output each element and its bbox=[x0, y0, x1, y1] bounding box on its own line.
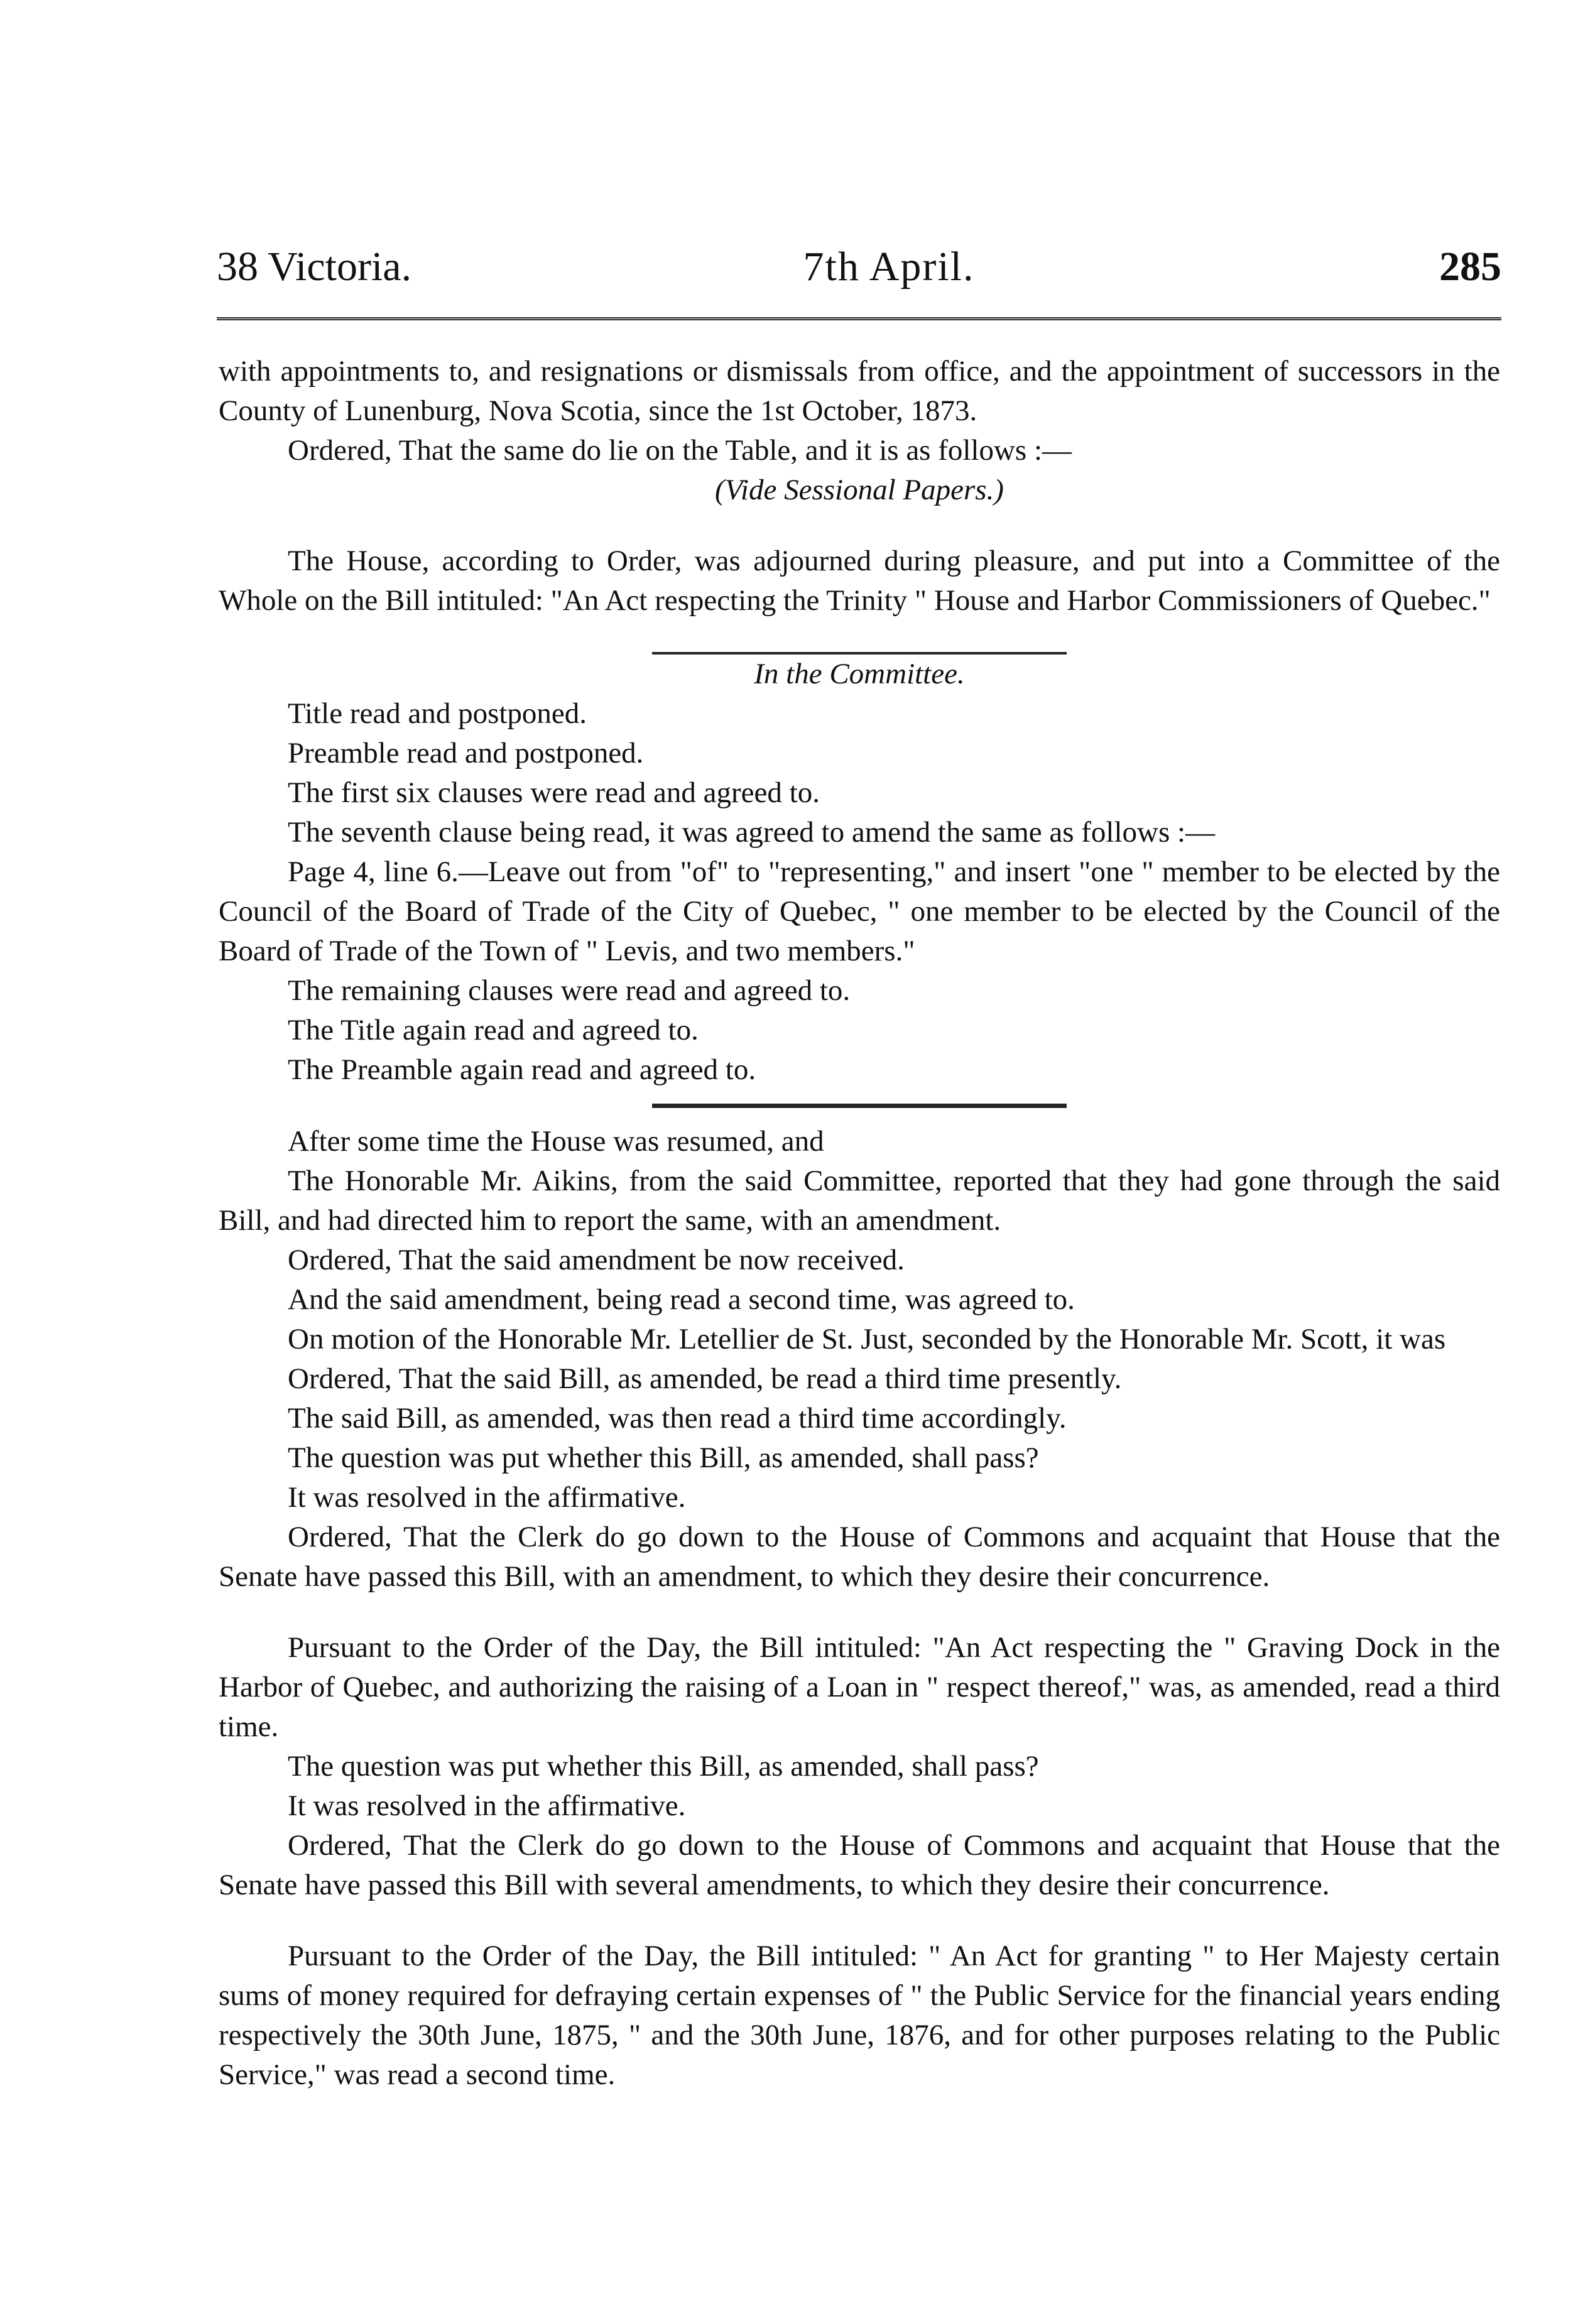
paragraph: with appointments to, and resignations or dismissals from office, and the appointment of successors in the County of Lunenburg, Nova Scotia, since the 1st October, 1873. bbox=[219, 355, 1500, 427]
proceeding-line: Ordered, That the Clerk do go down to the House of Commons and acquaint that House that the Senate have passed this Bill, with an amendment, to which they desire their concurrence. bbox=[219, 1521, 1500, 1593]
committee-line: The remaining clauses were read and agreed to. bbox=[288, 974, 851, 1007]
committee-heading: In the Committee. bbox=[754, 658, 965, 690]
proceeding-line: The question was put whether this Bill, as amended, shall pass? bbox=[288, 1750, 1039, 1783]
header-session: 38 Victoria. bbox=[217, 244, 412, 290]
proceeding-line: Ordered, That the said amendment be now received. bbox=[288, 1244, 905, 1276]
proceeding-line: Ordered, That the Clerk do go down to the House of Commons and acquaint that House that the Senate have passed this Bill with several amendments, to which they desire their concurrence. bbox=[219, 1829, 1500, 1901]
proceeding-line: On motion of the Honorable Mr. Letellier de St. Just, seconded by the Honorable Mr. Scott, it was bbox=[288, 1323, 1446, 1355]
header-divider bbox=[217, 317, 1501, 320]
committee-line: Title read and postponed. bbox=[288, 697, 587, 730]
vide-note: (Vide Sessional Papers.) bbox=[715, 474, 1004, 506]
proceeding-line: The Honorable Mr. Aikins, from the said Committee, reported that they had gone through the said Bill, and had directed him to report the same, with an amendment. bbox=[219, 1165, 1500, 1237]
proceeding-line: Pursuant to the Order of the Day, the Bill intituled: "An Act respecting the " Graving Dock in the Harbor of Quebec, and authorizing the raising of a Loan in " respect thereof," was, as amended, read a third time. bbox=[219, 1631, 1500, 1743]
committee-line: The first six clauses were read and agreed to. bbox=[288, 776, 820, 809]
paragraph: Pursuant to the Order of the Day, the Bill intituled: " An Act for granting " to Her Majesty certain sums of money required for defraying certain expenses of " the Public Service for the financial years ending respectively the 30th June, 1875, " and the 30th June, 1876, and for other purposes relating to the Public Service," was read a second time. bbox=[219, 1940, 1500, 2091]
proceeding-line: The said Bill, as amended, was then read a third time accordingly. bbox=[288, 1402, 1067, 1435]
proceeding-line: And the said amendment, being read a second time, was agreed to. bbox=[288, 1283, 1075, 1316]
proceeding-line: The question was put whether this Bill, as amended, shall pass? bbox=[288, 1442, 1039, 1474]
page-number: 285 bbox=[1439, 244, 1501, 290]
proceeding-line: It was resolved in the affirmative. bbox=[288, 1789, 686, 1822]
committee-line: Preamble read and postponed. bbox=[288, 737, 644, 769]
running-header bbox=[217, 232, 1501, 301]
committee-line: The Preamble again read and agreed to. bbox=[288, 1053, 756, 1086]
proceeding-line: Ordered, That the said Bill, as amended, be read a third time presently. bbox=[288, 1362, 1122, 1395]
page-body bbox=[219, 352, 1500, 2095]
ordered-line: Ordered, That the same do lie on the Table, and it is as follows :— bbox=[288, 434, 1072, 467]
header-date: 7th April. bbox=[803, 244, 975, 290]
proceeding-line: It was resolved in the affirmative. bbox=[288, 1481, 686, 1514]
committee-line: The Title again read and agreed to. bbox=[288, 1014, 699, 1046]
amendment-text: Page 4, line 6.—Leave out from "of" to "representing," and insert "one " member to be elected by the Council of the Board of Trade of the City of Quebec, " one member to be elected by the Council of the Board of Trade of the Town of " Levis, and two members." bbox=[219, 855, 1500, 967]
proceeding-line: After some time the House was resumed, and bbox=[288, 1125, 824, 1158]
committee-line: The seventh clause being read, it was agreed to amend the same as follows :— bbox=[288, 816, 1216, 849]
paragraph: The House, according to Order, was adjourned during pleasure, and put into a Committee of the Whole on the Bill intituled: "An Act respecting the Trinity " House and Harbor Commissioners of Quebec." bbox=[219, 545, 1500, 617]
section-divider bbox=[652, 1104, 1067, 1108]
